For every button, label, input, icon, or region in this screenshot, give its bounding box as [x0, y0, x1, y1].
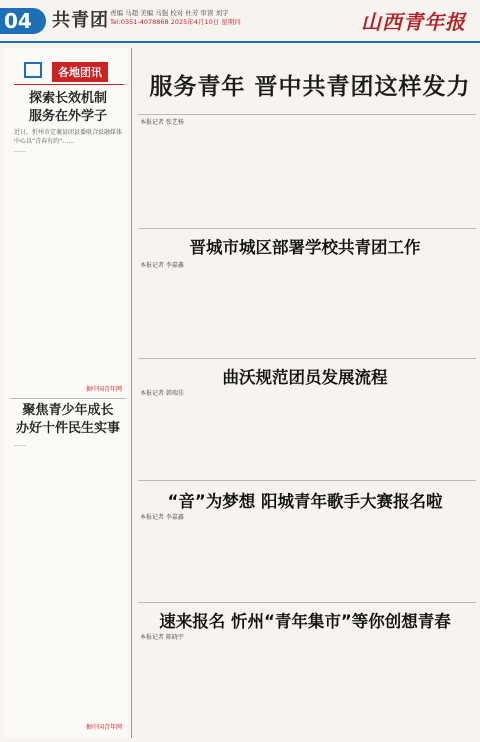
section-name: 共青团	[52, 10, 109, 31]
section-divider	[138, 602, 476, 603]
article-1-title: 晋城市城区部署学校共青团工作	[189, 238, 421, 257]
article-2-title: 曲沃规范团员发展流程	[222, 368, 388, 387]
left-article-1-credit: 据中国青年网	[85, 386, 122, 393]
left-article-2-paragraph: ……	[14, 441, 26, 448]
article-2-author: 本报记者 韩瑞佳	[140, 390, 184, 397]
header-meta-line2: Tel:0351-4078868 2025年4月10日 星期四	[110, 18, 241, 26]
main-headline: 服务青年 晋中共青团这样发力	[149, 74, 471, 100]
left-article-2-title-line2: 办好十件民生实事	[15, 421, 120, 436]
section-divider	[138, 480, 476, 481]
page-number: 04	[0, 8, 46, 34]
newspaper-logo: 山西青年报	[361, 10, 466, 34]
left-article-1-title	[14, 90, 122, 126]
left-divider	[10, 398, 126, 399]
left-article-1-paragraph: 近日，忻州市定襄县团县委联合县融媒体中心以“青春有约”……	[14, 129, 122, 146]
left-article-1-body	[14, 128, 122, 368]
left-article-1-paragraph: ……	[14, 147, 26, 155]
column-label: 各地团讯	[52, 62, 108, 82]
left-article-1-title-line1: 探索长效机制	[28, 91, 107, 106]
header-rule	[0, 41, 480, 43]
left-article-1-title-line2: 服务在外学子	[28, 109, 107, 124]
column-icon	[24, 62, 42, 78]
page-header	[0, 0, 480, 42]
article-4-title: 速来报名 忻州“青年集市”等你创想青春	[159, 612, 451, 631]
article-3-title: “音”为梦想 阳城青年歌手大赛报名啦	[167, 492, 443, 511]
article-1-author: 本报记者 李嘉鑫	[140, 262, 184, 269]
column-label-box	[14, 54, 124, 88]
left-article-2-title	[14, 402, 122, 438]
section-divider	[138, 228, 476, 229]
left-article-2-credit: 据中国青年网	[85, 724, 122, 731]
article-3-author: 本报记者 李嘉鑫	[140, 514, 184, 521]
section-divider	[138, 358, 476, 359]
column-divider	[131, 48, 132, 738]
header-meta-line1: 责编 马超 美编 马强 校对 杜芳 审读 刘宇	[110, 9, 229, 17]
article-4-author: 本报记者 陈晓宇	[140, 634, 184, 641]
left-article-2-title-line1: 聚焦青少年成长	[22, 403, 114, 418]
header-meta	[110, 9, 241, 27]
left-article-2-body	[14, 440, 122, 710]
article-author: 本报记者 张艺杨	[140, 119, 184, 126]
headline-rule	[138, 114, 476, 115]
